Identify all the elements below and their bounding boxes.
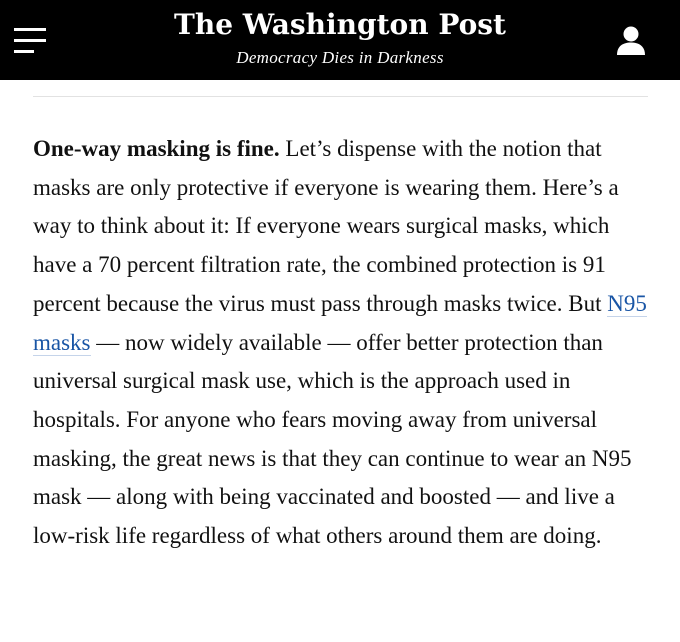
n95-masks-link[interactable]: N95 masks <box>33 290 647 355</box>
article-paragraph <box>33 130 658 556</box>
site-header <box>0 0 680 80</box>
site-tagline: Democracy Dies in Darkness <box>236 48 444 67</box>
paragraph-text-after-link: — now widely available — offer better protection than universal surgical mask use, which is the approach used in hospitals. For anyone who fears moving away from universal masking, the great news is that they can continue to wear an N95 mask — along with being vaccinated and boosted — and live a low-risk life regardless of what others around them are doing. <box>33 329 632 549</box>
paragraph-text-before-link: Let’s dispense with the notion that masks are only protective if everyone is wearing them. Here’s a way to think about it: If everyone wears surgical masks, which have a 70 percent filtration rate, the combined protection is 91 percent because the virus must pass through masks twice. But <box>33 136 619 316</box>
user-account-icon[interactable] <box>614 24 648 58</box>
user-account-icon-graphic <box>614 24 648 58</box>
paragraph-lead: One-way masking is fine. <box>33 136 280 161</box>
header-divider <box>33 96 648 97</box>
site-logo[interactable]: The Washington Post <box>174 8 506 41</box>
